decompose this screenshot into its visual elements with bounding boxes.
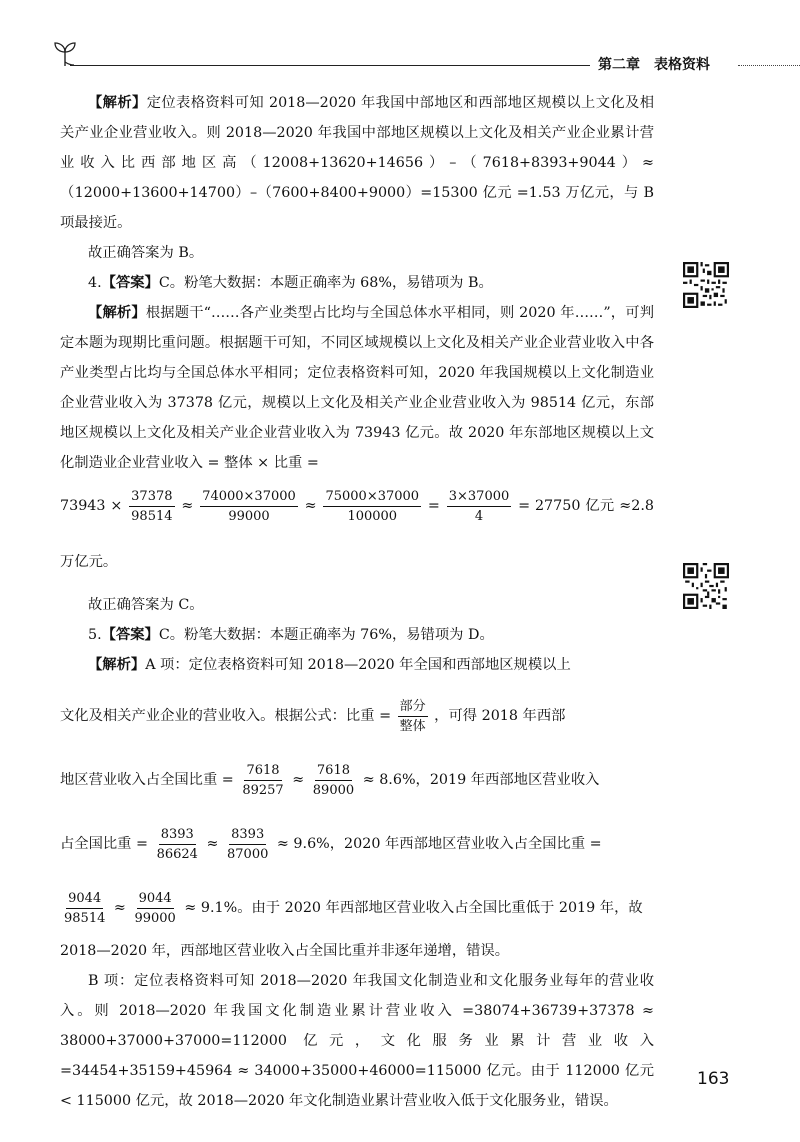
formula-line (60, 880, 654, 936)
numerator: 7618 (244, 761, 281, 781)
formula-line (60, 752, 654, 808)
page-number: 163 (697, 1069, 730, 1089)
chapter-title (598, 54, 710, 74)
question-4-answer (60, 268, 654, 298)
numerator: 8393 (159, 825, 196, 845)
analysis-paragraph (60, 650, 654, 680)
approx-sign: ≈ (304, 498, 317, 514)
fraction (155, 825, 200, 864)
analysis-tag: 【解析】 (88, 657, 146, 673)
fraction (447, 487, 512, 526)
fraction (62, 889, 107, 928)
numerator: 7618 (315, 761, 352, 781)
body-text: 2018—2020 年，西部地区营业收入占全国比重并非逐年递增，错误。 (60, 943, 510, 959)
question-5-answer (60, 620, 654, 650)
question-number: 4. (88, 275, 102, 291)
denominator: 整体 (399, 718, 426, 734)
numerator: 3×37000 (447, 487, 512, 507)
analysis-tag: 【解析】 (88, 305, 146, 321)
approx-sign: ≈ (113, 900, 126, 916)
qr-code-icon[interactable] (683, 563, 729, 609)
page-header (0, 0, 800, 90)
formula-text: ≈ 8.6%，2019 年西部地区营业收入 (362, 772, 600, 788)
approx-sign: ≈ (181, 498, 194, 514)
chapter-section: 表格资料 (654, 57, 710, 73)
numerator: 部分 (398, 697, 428, 717)
numerator: 37378 (129, 487, 174, 507)
denominator: 99000 (228, 508, 270, 524)
body-text: B 项：定位表格资料可知 2018—2020 年我国文化制造业和文化服务业每年的营业收入。则 2018—2020 年我国文化制造业累计营业收入 =38074+36739+37378 ≈ 38000+37000+37000=112000 亿元，文化服务业累计营业收入 =34454+35159+45964 ≈ 34000+35000+46000=115000 亿元。由于 112000 亿元 < 115000 亿元，故 2018—2020 年文化制造业累计营业收入低于文化服务业，错误。 (60, 973, 654, 1109)
header-dotted-rule (738, 65, 800, 66)
formula-line (60, 816, 654, 872)
header-rule (70, 65, 590, 66)
denominator: 89000 (312, 782, 355, 798)
numerator: 75000×37000 (323, 487, 421, 507)
formula-text: ，可得 2018 年西部 (434, 708, 566, 724)
numerator: 9044 (137, 889, 174, 909)
formula-text: = 27750 亿元 ≈2.8 万亿元。 (60, 498, 655, 570)
denominator: 98514 (64, 910, 106, 926)
analysis-paragraph (60, 298, 654, 478)
answer-text: C。粉笔大数据：本题正确率为 76%，易错项为 D。 (158, 627, 494, 643)
answer-text: C。粉笔大数据：本题正确率为 68%，易错项为 B。 (158, 275, 493, 291)
analysis-text: 定位表格资料可知 2018—2020 年我国中部地区和西部地区规模以上文化及相关产业企业营业收入。则 2018—2020 年我国中部地区规模以上文化及相关产业企业累计营业收入比西部地区高（12008+13620+14656）–（7618+8393+9044）≈（12000+13600+14700）–（7600+8400+9000）=15300 亿元 =1.53 万亿元，与 B 项最接近。 (60, 95, 654, 231)
denominator: 100000 (347, 508, 398, 524)
analysis-text: 根据题干“……各产业类型占比均与全国总体水平相同，则 2020 年……”，可判定本题为现期比重问题。根据题干可知，不同区域规模以上文化及相关产业企业营业收入中各产业类型占比均与全国总体水平相同；定位表格资料可知，2020 年我国规模以上文化制造业企业营业收入为 37378 亿元，规模以上文化及相关产业企业营业收入为 98514 亿元，东部地区规模以上文化及相关产业企业营业收入为 73943 亿元。故 2020 年东部地区规模以上文化制造业企业营业收入 = 整体 × 比重 = (60, 305, 655, 471)
fraction (129, 487, 174, 526)
denominator: 99000 (134, 910, 176, 926)
formula-text: 文化及相关产业企业的营业收入。根据公式：比重 = (60, 708, 392, 724)
analysis-paragraph (60, 88, 654, 238)
formula-text: ≈ 9.6%，2020 年西部地区营业收入占全国比重 = (276, 836, 602, 852)
denominator: 98514 (131, 508, 173, 524)
numerator: 74000×37000 (200, 487, 298, 507)
approx-sign: ≈ (292, 772, 305, 788)
analysis-text: A 项：定位表格资料可知 2018—2020 年全国和西部地区规模以上 (145, 657, 571, 673)
denominator: 4 (474, 508, 484, 524)
formula-text: ≈ 9.1%。由于 2020 年西部地区营业收入占全国比重低于 2019 年，故 (184, 900, 643, 916)
formula-line (60, 478, 654, 590)
numerator: 9044 (66, 889, 103, 909)
fraction (311, 761, 356, 800)
chapter-number: 第二章 (598, 57, 640, 73)
answer-tag: 【答案】 (101, 275, 159, 291)
fraction (398, 697, 428, 736)
question-number: 5. (88, 627, 102, 643)
fraction (200, 487, 298, 526)
approx-sign: ≈ (206, 836, 219, 852)
formula-text: 占全国比重 = (60, 836, 149, 852)
denominator: 89257 (242, 782, 284, 798)
fraction (225, 825, 270, 864)
analysis-tag: 【解析】 (88, 95, 147, 111)
formula-text: 地区营业收入占全国比重 = (60, 772, 234, 788)
formula-line (60, 688, 654, 744)
fraction (240, 761, 285, 800)
fraction (132, 889, 177, 928)
formula-text: 73943 × (60, 498, 123, 514)
qr-code-icon[interactable] (683, 262, 729, 308)
answer-tag: 【答案】 (101, 627, 159, 643)
answer-conclusion: 故正确答案为 C。 (88, 597, 204, 613)
leaf-icon (52, 40, 78, 68)
numerator: 8393 (229, 825, 266, 845)
denominator: 86624 (156, 846, 198, 862)
page-body (60, 88, 654, 1116)
answer-conclusion: 故正确答案为 B。 (88, 245, 204, 261)
fraction (323, 487, 421, 526)
denominator: 87000 (227, 846, 269, 862)
equals-sign: = (427, 498, 440, 514)
